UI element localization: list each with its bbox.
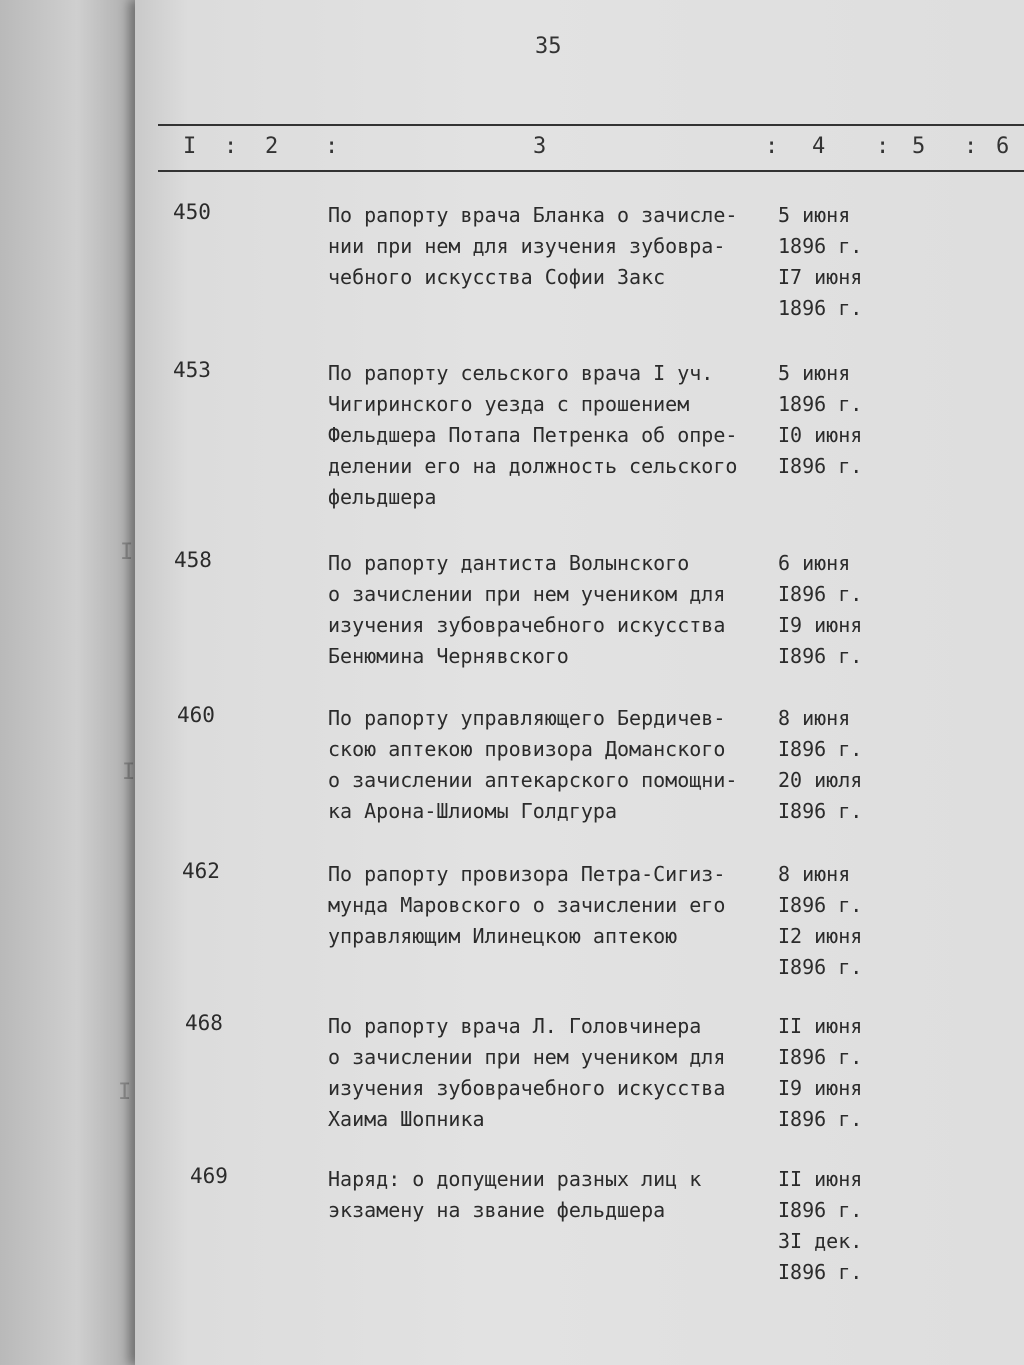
col-separator: : [224,134,238,159]
col-separator: : [876,134,890,159]
col-header-2: 2 [265,134,279,159]
col-separator: : [765,134,779,159]
bleed-mark: I [122,760,136,785]
entry-description: По рапорту врача Л. Головчинера о зачислении при нем учеником для изучения зубоврачебного искусства Хаима Шопника [328,1014,726,1131]
entry-description: По рапорту сельского врача I уч. Чигиринского уезда с прошением Фельдшера Потапа Петренка об опре- делении его на должность сельского фельдшера [328,361,738,509]
entry-dates: 5 июня 1896 г. I7 июня 1896 г. [778,203,863,320]
entry-number: 469 [190,1164,228,1188]
entry-number: 468 [185,1011,223,1035]
entry-description: По рапорту дантиста Волынского о зачислении при нем учеником для изучения зубоврачебного искусства Бенюмина Чернявского [328,551,726,668]
entry-dates: 8 июня I896 г. I2 июня I896 г. [778,862,863,979]
col-header-6: 6 [996,134,1010,159]
col-header-4: 4 [812,134,826,159]
entry-dates: II июня I896 г. 3I дек. I896 г. [778,1167,863,1284]
entry-dates: II июня I896 г. I9 июня I896 г. [778,1014,863,1131]
header-rule-bottom [158,170,1024,172]
col-header-1: I [183,134,197,159]
entry-dates: 5 июня 1896 г. I0 июня I896 г. [778,361,863,478]
page-number: 35 [535,34,562,59]
entry-description: По рапорту провизора Петра-Сигиз- мунда Маровского о зачислении его управляющим Илинецкою аптекою [328,862,726,948]
entry-number: 450 [173,200,211,224]
entry-number: 460 [177,703,215,727]
col-separator: : [325,134,339,159]
entry-description: Наряд: о допущении разных лиц к экзамену на звание фельдшера [328,1167,702,1222]
entry-description: По рапорту врача Бланка о зачисле- нии при нем для изучения зубовра- чебного искусства Софии Закс [328,203,738,289]
entry-dates: 6 июня I896 г. I9 июня I896 г. [778,551,863,668]
bleed-mark: I [118,1080,132,1105]
entry-number: 453 [173,358,211,382]
col-header-3: 3 [533,134,547,159]
bleed-mark: I [120,540,134,565]
entry-dates: 8 июня I896 г. 20 июля I896 г. [778,706,863,823]
col-header-5: 5 [912,134,926,159]
entry-number: 462 [182,859,220,883]
col-separator: : [964,134,978,159]
entry-number: 458 [174,548,212,572]
entry-description: По рапорту управляющего Бердичев- скою аптекою провизора Доманского о зачислении аптекарского помощни- ка Арона-Шлиомы Голдгура [328,706,738,823]
header-rule-top [158,124,1024,126]
previous-page-edge [0,0,140,1365]
